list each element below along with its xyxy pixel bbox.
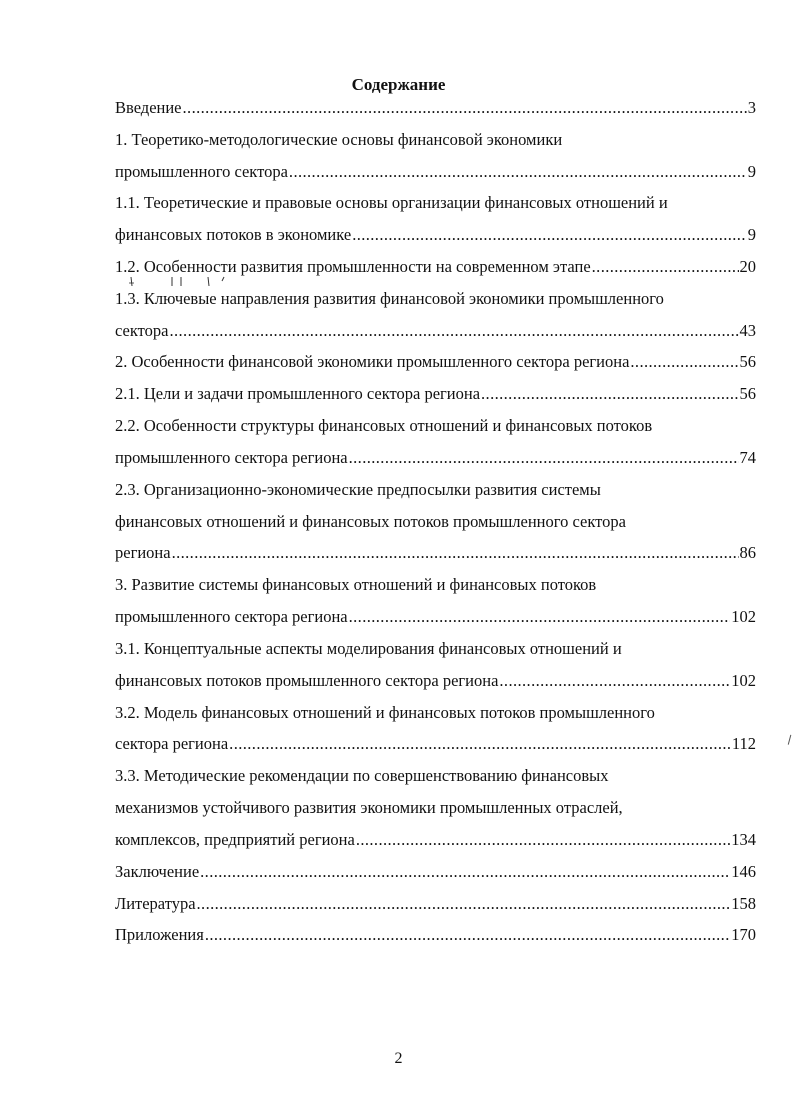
toc-entry-page: 43: [739, 321, 756, 340]
toc-entry-text: промышленного сектора: [115, 162, 288, 181]
toc-entry-section-1-3-cont[interactable]: [115, 319, 756, 343]
scan-artifact-marks: [128, 276, 238, 290]
toc-entry-section-2-3-cont[interactable]: [115, 510, 756, 534]
toc-entry-section-2-1[interactable]: [115, 382, 756, 406]
toc-entry-text: финансовых отношений и финансовых потоков промышленного сектора: [115, 512, 626, 531]
toc-entry-page: 146: [731, 862, 756, 881]
toc-entry-page: 56: [739, 352, 756, 371]
toc-entry-text: 2. Особенности финансовой экономики промышленного сектора региона: [115, 352, 630, 371]
toc-entry-page: 134: [731, 830, 756, 849]
toc-entry-text: механизмов устойчивого развития экономики промышленных отраслей,: [115, 798, 623, 817]
toc-entry-text: 2.1. Цели и задачи промышленного сектора региона: [115, 384, 481, 403]
toc-entry-chapter-3-cont[interactable]: [115, 605, 756, 629]
toc-entry-text: 3. Развитие системы финансовых отношений и финансовых потоков: [115, 575, 597, 594]
dot-leader: [592, 255, 739, 279]
toc-entry-text: 1. Теоретико-методологические основы финансовой экономики: [115, 130, 563, 149]
toc-entry-page: 3: [747, 98, 756, 117]
toc-entry-text: 3.1. Концептуальные аспекты моделирования финансовых отношений и: [115, 639, 622, 658]
toc-entry-introduction[interactable]: [115, 96, 756, 120]
page-number: 2: [394, 1050, 403, 1067]
dot-leader: [205, 923, 730, 947]
toc-entry-page: 112: [731, 734, 756, 753]
page-title: Содержание: [351, 75, 446, 94]
dot-leader: [172, 541, 739, 565]
toc-entry-page: 86: [739, 543, 756, 562]
dot-leader: [200, 860, 730, 884]
toc-entry-text: промышленного сектора региона: [115, 448, 348, 467]
toc-entry-section-3-3-cont-2[interactable]: [115, 828, 756, 852]
toc-entry-page: 9: [747, 225, 756, 244]
toc-entry-section-3-3-cont[interactable]: [115, 796, 756, 820]
toc-entry-page: 102: [731, 607, 756, 626]
toc-entry-text: сектора региона: [115, 734, 229, 753]
toc-entry-text: 3.3. Методические рекомендации по совершенствованию финансовых: [115, 766, 609, 785]
toc-entry-text: 1.2. Особенности развития промышленности на современном этапе: [115, 257, 591, 276]
toc-entry-page: 170: [731, 925, 756, 944]
toc-entry-text: Литература: [115, 894, 196, 913]
toc-entry-text: Заключение: [115, 862, 200, 881]
toc-entry-literature[interactable]: [115, 892, 756, 916]
dot-leader: [630, 350, 738, 374]
toc-entry-section-1-1[interactable]: [115, 191, 756, 215]
dot-leader: [183, 96, 747, 120]
toc-entry-conclusion[interactable]: [115, 860, 756, 884]
dot-leader: [229, 732, 731, 756]
toc-entry-page: 56: [739, 384, 756, 403]
toc-entry-section-2-2[interactable]: [115, 414, 756, 438]
toc-entry-section-1-1-cont[interactable]: [115, 223, 756, 247]
toc-entry-text: Приложения: [115, 925, 204, 944]
dot-leader: [289, 160, 747, 184]
toc-entry-section-3-3[interactable]: [115, 764, 756, 788]
toc-entry-section-1-3[interactable]: [115, 287, 756, 311]
toc-entry-page: 9: [747, 162, 756, 181]
dot-leader: [499, 669, 730, 693]
toc-entry-text: финансовых потоков промышленного сектора региона: [115, 671, 499, 690]
scan-edge-mark: [788, 735, 793, 745]
toc-entry-text: 2.2. Особенности структуры финансовых отношений и финансовых потоков: [115, 416, 653, 435]
toc-entry-text: сектора: [115, 321, 169, 340]
dot-leader: [356, 828, 730, 852]
toc-entry-page: 158: [731, 894, 756, 913]
toc-entry-page: 102: [731, 671, 756, 690]
dot-leader: [169, 319, 738, 343]
dot-leader: [352, 223, 747, 247]
toc-entry-chapter-3[interactable]: [115, 573, 756, 597]
toc-entry-section-3-2[interactable]: [115, 701, 756, 725]
toc-entry-text: финансовых потоков в экономике: [115, 225, 352, 244]
toc-entry-section-3-1[interactable]: [115, 637, 756, 661]
toc-entry-text: региона: [115, 543, 171, 562]
toc-entry-section-2-3-cont-2[interactable]: [115, 541, 756, 565]
toc-entry-appendices[interactable]: [115, 923, 756, 947]
toc-entry-section-3-1-cont[interactable]: [115, 669, 756, 693]
dot-leader: [349, 446, 739, 470]
toc-entry-chapter-1[interactable]: [115, 128, 756, 152]
toc-entry-section-2-3[interactable]: [115, 478, 756, 502]
toc-entry-text: 2.3. Организационно-экономические предпосылки развития системы: [115, 480, 601, 499]
dot-leader: [197, 892, 731, 916]
toc-entry-section-2-2-cont[interactable]: [115, 446, 756, 470]
toc-entry-text: промышленного сектора региона: [115, 607, 348, 626]
toc-entry-page: 20: [739, 257, 756, 276]
toc-entry-chapter-1-cont[interactable]: [115, 160, 756, 184]
toc-entry-text: 1.1. Теоретические и правовые основы организации финансовых отношений и: [115, 193, 668, 212]
toc-entry-text: 3.2. Модель финансовых отношений и финансовых потоков промышленного: [115, 703, 655, 722]
toc-entry-chapter-2[interactable]: [115, 350, 756, 374]
dot-leader: [349, 605, 731, 629]
toc-entry-page: 74: [739, 448, 756, 467]
toc-entry-text: 1.3. Ключевые направления развития финансовой экономики промышленного: [115, 289, 664, 308]
toc-entry-text: комплексов, предприятий региона: [115, 830, 355, 849]
toc-entry-text: Введение: [115, 98, 182, 117]
toc-entry-section-3-2-cont[interactable]: [115, 732, 756, 756]
dot-leader: [481, 382, 738, 406]
